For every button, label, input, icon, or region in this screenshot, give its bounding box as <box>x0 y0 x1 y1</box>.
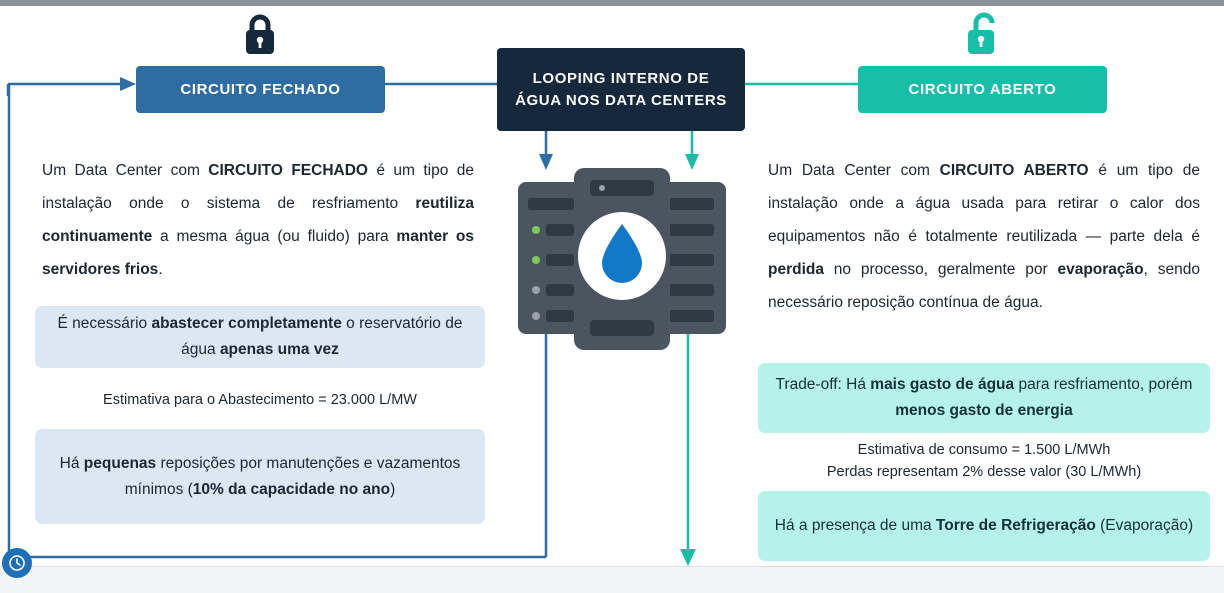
header-circuito-aberto-label: CIRCUITO ABERTO <box>908 81 1057 98</box>
right-callout-torre: Há a presença de uma Torre de Refrigeração (Evaporação) <box>758 491 1210 561</box>
left-callout-abastecimento: É necessário abastecer completamente o reservatório de água apenas uma vez <box>35 306 485 368</box>
right-note-estimativa: Estimativa de consumo = 1.500 L/MWh Perdas representam 2% desse valor (30 L/MWh) <box>826 442 1142 480</box>
left-note-estimativa: Estimativa para o Abastecimento = 23.000 L/MW <box>103 392 417 408</box>
header-circuito-aberto[interactable] <box>858 66 1107 113</box>
header-circuito-fechado-label: CIRCUITO FECHADO <box>180 81 341 98</box>
header-looping-interno[interactable] <box>497 48 745 131</box>
bottom-status-bar <box>0 566 1224 593</box>
left-callout-reposicoes: Há pequenas reposições por manutenções e vazamentos mínimos (10% da capacidade no ano) <box>35 429 485 524</box>
open-padlock-icon <box>962 8 1006 63</box>
server-rack-icon <box>516 168 728 350</box>
status-orb-icon[interactable] <box>2 548 32 578</box>
header-looping-line2: ÁGUA NOS DATA CENTERS <box>515 91 727 109</box>
right-callout-tradeoff: Trade-off: Há mais gasto de água para resfriamento, porém menos gasto de energia <box>758 363 1210 433</box>
header-looping-line1: LOOPING INTERNO DE <box>532 69 710 87</box>
header-circuito-fechado[interactable] <box>136 66 385 113</box>
diagram-canvas <box>0 6 1224 566</box>
left-paragraph: Um Data Center com CIRCUITO FECHADO é um tipo de instalação onde o sistema de resfriamento reutiliza continuamente a mesma água (ou fluido) para manter os servidores frios. <box>42 162 475 278</box>
closed-padlock-icon <box>240 12 280 63</box>
right-paragraph: Um Data Center com CIRCUITO ABERTO é um tipo de instalação onde a água usada para retirar o calor dos equipamentos não é totalmente reutilizada — parte dela é perdida no processo, geralmente por evaporação, sendo necessário reposição contínua de água. <box>768 162 1200 311</box>
